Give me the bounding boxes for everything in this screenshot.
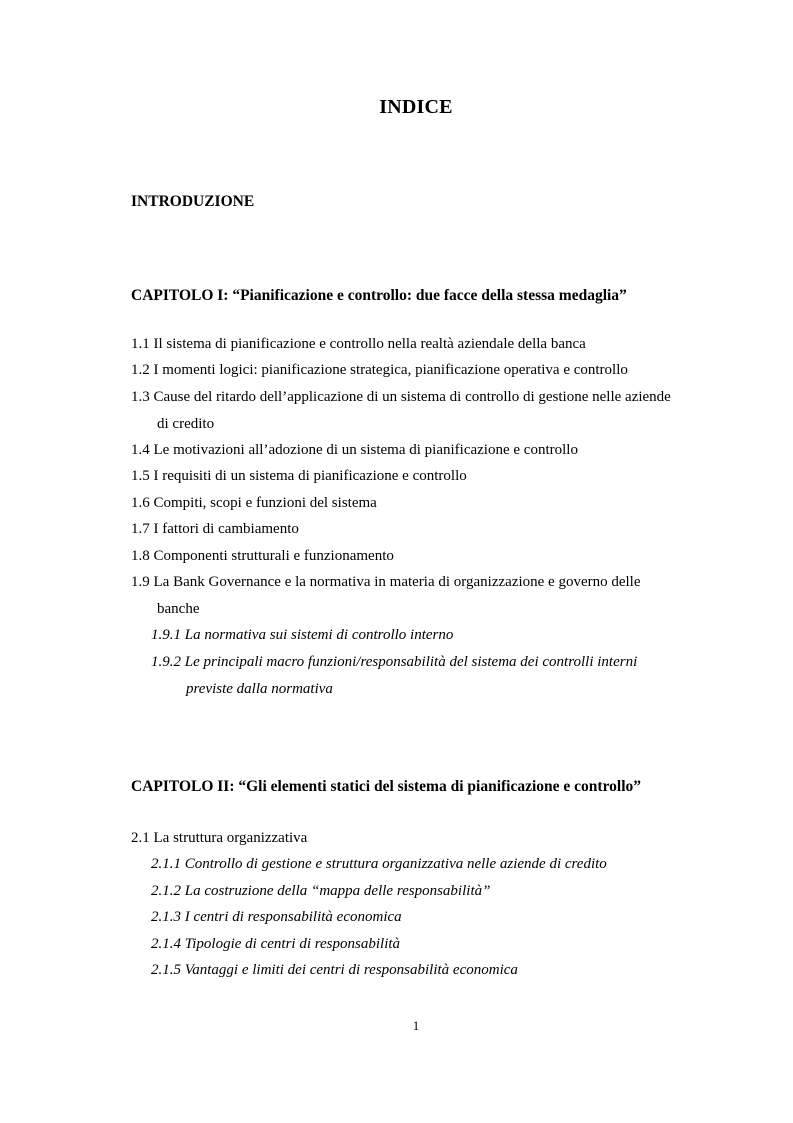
toc-subentry-1-9-2-line1: 1.9.2 Le principali macro funzioni/responsabilità del sistema dei controlli interni — [151, 654, 638, 670]
toc-entry-1-9-line2: banche — [157, 600, 200, 617]
chapter-2-heading: CAPITOLO II: “Gli elementi statici del sistema di pianificazione e controllo” — [131, 778, 642, 795]
toc-entry-1-8: 1.8 Componenti strutturali e funzionamento — [131, 548, 394, 564]
toc-entry-1-9 — [131, 569, 641, 622]
toc-entry-1-5: 1.5 I requisiti di un sistema di pianificazione e controllo — [131, 468, 467, 484]
toc-entry-1-2: 1.2 I momenti logici: pianificazione strategica, pianificazione operativa e controllo — [131, 362, 628, 378]
toc-entry-1-7: 1.7 I fattori di cambiamento — [131, 521, 299, 537]
toc-entry-1-3-line1: 1.3 Cause del ritardo dell’applicazione di un sistema di controllo di gestione nelle aziende — [131, 389, 671, 405]
toc-entry-1-9-line1: 1.9 La Bank Governance e la normativa in materia di organizzazione e governo delle — [131, 574, 641, 590]
toc-subentry-1-9-2-line2: previste dalla normativa — [186, 680, 333, 697]
toc-subentry-2-1-1: 2.1.1 Controllo di gestione e struttura organizzativa nelle aziende di credito — [151, 856, 607, 872]
toc-subentry-1-9-1: 1.9.1 La normativa sui sistemi di controllo interno — [151, 627, 454, 643]
toc-entry-1-3 — [131, 384, 671, 437]
toc-subentry-2-1-5: 2.1.5 Vantaggi e limiti dei centri di responsabilità economica — [151, 962, 518, 978]
toc-entry-1-6: 1.6 Compiti, scopi e funzioni del sistema — [131, 495, 377, 511]
introduction-heading: INTRODUZIONE — [131, 193, 255, 210]
toc-entry-1-4: 1.4 Le motivazioni all’adozione di un sistema di pianificazione e controllo — [131, 442, 578, 458]
toc-entry-2-1: 2.1 La struttura organizzativa — [131, 830, 308, 846]
page-number: 1 — [412, 1018, 420, 1033]
toc-subentry-2-1-2: 2.1.2 La costruzione della “mappa delle responsabilità” — [151, 883, 491, 899]
toc-subentry-2-1-4: 2.1.4 Tipologie di centri di responsabilità — [151, 936, 401, 952]
toc-entry-1-3-line2: di credito — [157, 415, 215, 432]
toc-subentry-2-1-3: 2.1.3 I centri di responsabilità economica — [151, 909, 402, 925]
chapter-1-heading: CAPITOLO I: “Pianificazione e controllo: due facce della stessa medaglia” — [131, 287, 627, 304]
toc-subentry-1-9-2 — [151, 649, 637, 702]
page-title: INDICE — [379, 96, 453, 118]
toc-entry-1-1: 1.1 Il sistema di pianificazione e controllo nella realtà aziendale della banca — [131, 336, 586, 352]
